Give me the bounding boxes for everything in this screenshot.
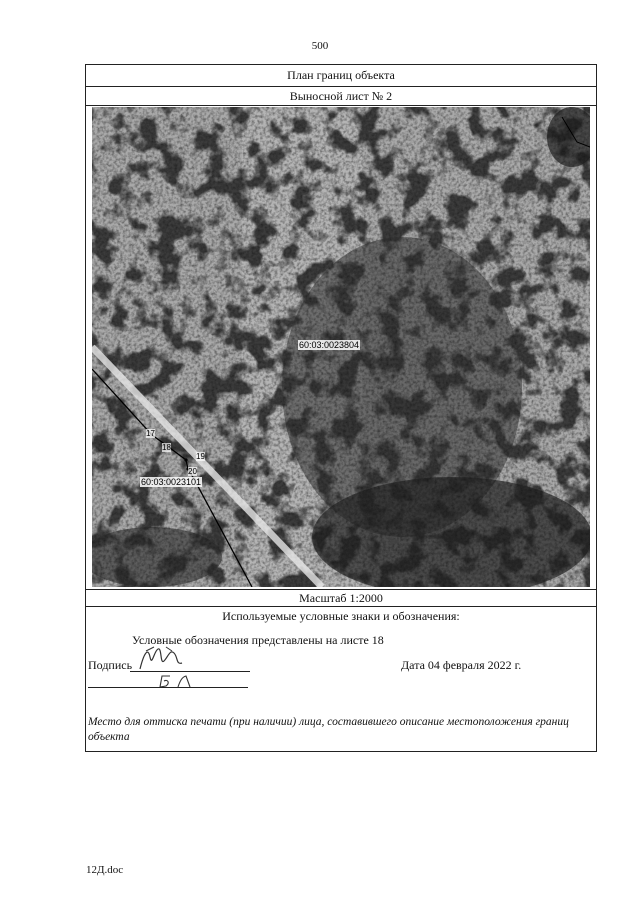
page-number: 500	[311, 40, 329, 52]
point-label-18: 18	[162, 443, 171, 452]
file-name: 12Д.doc	[86, 864, 124, 876]
legend-text: Условные обозначения представлены на листе 18	[132, 633, 384, 647]
document-date: Дата 04 февраля 2022 г.	[401, 658, 522, 672]
point-label-17: 17	[146, 429, 155, 438]
parcel-label-main: 60:03:0023804	[299, 340, 360, 350]
initials-scribble	[156, 673, 196, 689]
point-label-20: 20	[188, 467, 197, 476]
signature-label: Подпись	[88, 658, 133, 672]
stamp-placeholder: Место для оттиска печати (при наличии) лица, составившего описание местоположения границ объекта	[88, 716, 569, 743]
plan-title: План границ объекта	[86, 65, 596, 87]
parcel-label-small: 60:03:0023101	[141, 477, 202, 487]
legend-title: Используемые условные знаки и обозначения:	[222, 609, 460, 623]
scale-label: Масштаб 1:2000	[86, 589, 596, 607]
aerial-map	[92, 107, 590, 587]
signature-scribble	[136, 643, 186, 675]
point-label-19: 19	[196, 452, 205, 461]
sheet-title: Выносной лист № 2	[86, 87, 596, 106]
plan-frame	[85, 64, 597, 752]
